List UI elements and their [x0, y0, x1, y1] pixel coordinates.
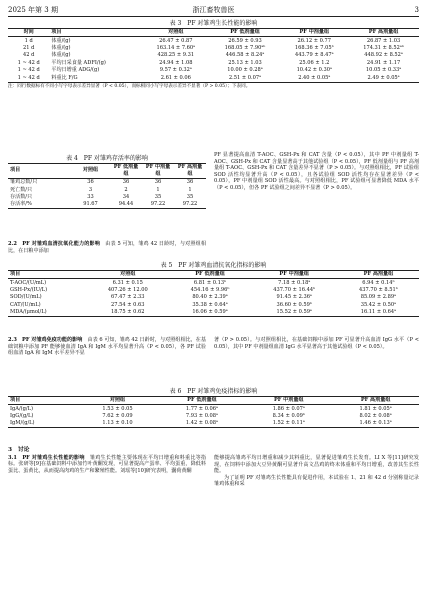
cell: CAT/(U/mL)	[10, 301, 41, 308]
col-header: PF 高剂量组	[360, 397, 391, 404]
table-row	[8, 67, 419, 74]
col-header: PF 高剂量组	[363, 271, 394, 278]
cell: 体重/(g)	[51, 44, 71, 51]
cell: 料重比 F/G	[51, 74, 78, 81]
cell: 91.67	[83, 201, 98, 208]
cell: 存活数/只	[10, 193, 33, 200]
section-2-3-paragraph	[8, 337, 206, 357]
cell: 35	[154, 193, 162, 200]
cell: 42 d	[23, 52, 35, 59]
cell: 26.59 ± 0.93	[228, 37, 262, 44]
cell: 1 ~ 42 d	[17, 74, 40, 81]
cell: 2.51 ± 0.07ᵃ	[228, 74, 262, 81]
cell: 1.53 ± 0.05	[102, 405, 133, 412]
cell: 36	[87, 179, 94, 186]
col-header: 项目	[10, 167, 21, 174]
table-row	[8, 413, 419, 420]
cell: 36	[122, 179, 130, 186]
cell: 10.00 ± 0.28ᵃ	[227, 67, 263, 74]
table-row	[8, 201, 206, 209]
col-header: PF 中剂量组	[279, 271, 309, 278]
cell: 446.58 ± 8.24ᵃ	[225, 52, 265, 59]
cell: 7.18 ± 0.18ᵃ	[278, 279, 311, 286]
header-rule	[8, 16, 419, 17]
col-header: 时间	[23, 29, 34, 36]
section-2-2-body: 由表 5 可知，雏鸡 42 日龄时，与对照组相比，在日粮中添加	[8, 241, 206, 254]
table-row	[8, 37, 419, 45]
cell: 437.70 ± 16.44ᵇ	[273, 286, 316, 293]
table-4-caption: 表 4 PF 对雏鸡存活率的影响	[66, 155, 148, 162]
right-text-middle	[214, 337, 419, 350]
cell: 平均日增重 ADG/(g)	[51, 67, 100, 74]
cell: 33	[87, 193, 94, 200]
cell: 448.92 ± 8.52ᵃ	[364, 52, 403, 59]
section-3	[8, 447, 206, 474]
cell: 97.22	[182, 201, 198, 208]
cell: 26.87 ± 1.03	[366, 37, 401, 44]
cell: 26.12 ± 0.77	[297, 37, 331, 44]
cell: 9.57 ± 0.32ᵃ	[159, 67, 192, 74]
cell: 2.40 ± 0.05ᵃ	[298, 74, 331, 81]
cell: 168.36 ± 7.05ᵇ	[294, 44, 334, 51]
table-6-header	[8, 396, 419, 404]
cell: 437.70 ± 8.51ᵇ	[359, 286, 398, 293]
cell: 1.77 ± 0.06ᵃ	[185, 405, 218, 412]
cell: 35	[186, 193, 194, 200]
cell: 35.42 ± 0.50ᵃ	[360, 301, 397, 308]
results-paragraph: PF 显著提高血清 T-AOC、GSH-Px 和 CAT 含量（P < 0.05），其中 PF 中剂量组 T-AOC、GSH-Px 和 CAT 含量显著高于其他试验组（P < 0.05），PF 低剂量组与 PF 高剂量组 T-AOC、GSH-Px 和 CAT 含量差异不显著（P > 0.05）。与对照组相比，PF 试验组 SOD 活性均显著升高（P < 0.05），且各试验组 SOD 活性均存在显著差异（P < 0.05），PF 中剂量组 SOD 活性最高。与对照组相比，PF 试验组可显著降低 MDA 水平（P < 0.05），但各 PF 试验组之间差异不显著（P > 0.05）。	[214, 152, 419, 192]
cell: 7.93 ± 0.08ᵃ	[185, 412, 218, 419]
col-header: 项目	[10, 397, 21, 404]
cell: 体重/(g)	[51, 37, 71, 44]
table-row	[8, 301, 419, 308]
cell: 21 d	[23, 44, 35, 51]
table-3	[8, 28, 419, 83]
cell: SOD/(U/mL)	[10, 294, 42, 301]
journal-title: 浙江畜牧兽医	[192, 6, 235, 14]
col-header: PF 中剂量组	[145, 164, 171, 177]
table-4-block	[8, 155, 206, 209]
cell: 35.38 ± 0.64ᵃ	[192, 301, 228, 308]
cell: 36.60 ± 0.59ᵇ	[276, 301, 312, 308]
table-row	[8, 59, 419, 66]
section-3-1-body: 雏鸡生长性能主要体现在平均日增重和料重比等指标。张研等[9]在基础饲料中添加竹叶黄酮发现，可显著提高产蛋率、平均蛋重，降低料蛋比、蛋黄比，从而提高肉鸡的生产和繁殖性能。刘瑶等[10]研究表明，囊荷黄酮	[8, 454, 206, 474]
cell: IgA/(g/L)	[10, 405, 34, 412]
col-header: 对照组	[168, 29, 184, 36]
cell: 174.31 ± 8.52ᵃᵇ	[363, 44, 404, 51]
immune-paragraph: 著（P > 0.05）。与对照组相比，在基础饲粮中添加 PF 可显著升高血清 IgG 水平（P < 0.05），其中 PF 中剂量组血清 IgG 水平显著高于其他试验组（P < 0.05）。	[214, 337, 419, 350]
cell: 85.09 ± 2.89ᵃ	[360, 294, 397, 301]
cell: 平均日采食量 ADFI/(g)	[51, 59, 106, 66]
col-header: PF 高剂量组	[368, 29, 399, 36]
table-5-caption: 表 5 PF 对雏鸡血清抗氧化指标的影响	[160, 262, 267, 269]
table-row	[8, 279, 419, 287]
cell: GSH-Px/(IU/L)	[10, 286, 48, 293]
cell: 407.26 ± 12.00	[107, 286, 148, 293]
right-text-top	[214, 152, 419, 192]
table-row	[8, 405, 419, 413]
cell: 454.16 ± 9.96ᵇ	[190, 286, 230, 293]
cell: 163.14 ± 7.60ᵃ	[156, 44, 196, 51]
col-header: 对照组	[82, 167, 99, 174]
cell: 94.44	[118, 201, 134, 208]
col-header: 对照组	[120, 271, 136, 278]
cell: IgG/(g/L)	[10, 412, 34, 419]
cell: 36	[186, 179, 194, 186]
section-2-3-heading: 2.3 PF 对雏鸡免疫功能的影响	[8, 337, 83, 343]
cell: 1 ~ 42 d	[17, 59, 40, 66]
col-header: 项目	[10, 271, 21, 278]
journal-issue: 2025 年第 3 期	[8, 6, 58, 14]
cell: 97.22	[150, 201, 166, 208]
table-6-block	[8, 388, 419, 428]
cell: IgM/(g/L)	[10, 420, 35, 427]
section-3-title: 3 讨论	[8, 447, 30, 453]
section-2-2	[8, 241, 206, 254]
cell: 443.79 ± 8.47ᵃ	[294, 52, 334, 59]
cell: MDA/(μmol/L)	[10, 309, 47, 316]
cell: 24.91 ± 1.17	[366, 59, 401, 66]
col-header: PF 中剂量组	[273, 397, 304, 404]
cell: 1.81 ± 0.05ᵃ	[359, 405, 392, 412]
cell: 26.47 ± 0.87	[159, 37, 193, 44]
cell: 24.94 ± 1.08	[159, 59, 193, 66]
section-3-1-paragraph	[8, 455, 206, 475]
cell: 6.94 ± 0.14ᵇ	[362, 279, 395, 286]
cell: 1 ~ 42 d	[17, 67, 40, 74]
table-3-block	[8, 20, 419, 90]
table-row	[8, 45, 419, 52]
table-4	[8, 163, 206, 210]
cell: 15.52 ± 0.59ᵃ	[276, 309, 312, 316]
table-row	[8, 287, 419, 294]
cell: T-AOC/(U/mL)	[10, 279, 47, 286]
cell: 2.61 ± 0.06	[160, 74, 191, 81]
cell: 25.06 ± 1.2	[299, 59, 330, 66]
cell: 34	[122, 193, 130, 200]
table-5-block	[8, 262, 419, 317]
section-2-3	[8, 337, 206, 357]
table-6	[8, 396, 419, 429]
table-4-header	[8, 163, 206, 178]
table-row	[8, 420, 419, 428]
table-row	[8, 74, 419, 82]
cell: 1.86 ± 0.07ᵃ	[272, 405, 305, 412]
table-row	[8, 294, 419, 301]
col-header: PF 中剂量组	[299, 29, 330, 36]
cell: 16.11 ± 0.64ᵃ	[360, 309, 397, 316]
table-row	[8, 186, 206, 193]
col-header: PF 低剂量组	[230, 29, 260, 36]
cell: 428.25 ± 9.31	[157, 52, 195, 59]
cell: 27.54 ± 0.63	[111, 301, 145, 308]
cell: 雏鸡总数/只	[10, 179, 38, 186]
cell: 10.42 ± 0.30ᵃ	[296, 67, 332, 74]
cell: 存活率/%	[10, 201, 32, 208]
col-header: 项目	[51, 29, 62, 36]
cell: 1.46 ± 0.13ᵃ	[359, 420, 392, 427]
cell: 18.75 ± 0.62	[111, 309, 145, 316]
section-2-3-body: 由表 6 可知，雏鸡 42 日龄时，与对照组相比，在基础饲粮中添加 PF 能够使血清 IgA 和 IgM 水平均显著升高（P < 0.05），各 PF 试验组血清 IgA 和 IgM 水平差异不显	[8, 337, 206, 357]
cell: 3	[88, 186, 93, 193]
cell: 80.40 ± 2.39ᵃ	[192, 294, 228, 301]
table-row	[8, 194, 206, 201]
table-6-caption: 表 6 PF 对雏鸡免疫指标的影响	[169, 388, 258, 395]
col-header: PF 低剂量组	[187, 397, 217, 404]
section-2-2-paragraph	[8, 241, 206, 254]
cell: 1 d	[24, 37, 33, 44]
page-number: 3	[414, 6, 419, 14]
cell: 1.42 ± 0.08ᵃ	[185, 420, 218, 427]
section-2-2-heading: 2.2 PF 对雏鸡血清抗氧化能力的影响	[8, 241, 100, 247]
table-3-header	[8, 28, 419, 36]
cell: 8.34 ± 0.09ᵇ	[272, 412, 305, 419]
cell: 8.02 ± 0.08ᵃ	[359, 412, 392, 419]
cell: 1	[156, 186, 160, 193]
table-row	[8, 52, 419, 59]
cell: 36	[154, 179, 162, 186]
cell: 1	[188, 186, 192, 193]
table-5	[8, 270, 419, 317]
cell: 25.13 ± 1.03	[228, 59, 262, 66]
cell: 67.47 ± 2.33	[111, 294, 145, 301]
cell: 1.52 ± 0.11ᵃ	[272, 420, 305, 427]
discussion-paragraph-1: 能够提高雏鸡平均日增重和减少其料重比，显著促进雏鸡生长发育。LI X 等[11]研究发现，在饲料中添加大豆异黄酮可显著升高文昌鸡的终末体重和平均日增重，改善其生长性能。	[214, 455, 419, 475]
table-row	[8, 309, 419, 317]
cell: 168.05 ± 7.90ᵃᵇ	[224, 44, 266, 51]
cell: 16.06 ± 0.59ᵃ	[192, 309, 228, 316]
table-3-note: 注：同行数据标有不同小写字母表示差异显著（P < 0.05），而标相同小写字母表示差异不显著（P > 0.05）；下表同。	[8, 83, 251, 89]
cell: 7.62 ± 0.09	[102, 412, 133, 419]
cell: 2	[124, 186, 128, 193]
right-text-bottom	[214, 455, 419, 488]
cell: 2.49 ± 0.05ᵃ	[367, 74, 400, 81]
discussion-paragraph-2: 为了证明 PF 对雏鸡生长性能具有促进作用，本试验在 1、21 和 42 d 分别称量记录雏鸡体重和采	[214, 474, 419, 488]
table-row	[8, 178, 206, 186]
col-header: PF 低剂量组	[113, 164, 139, 177]
cell: 体重/(g)	[51, 52, 71, 59]
cell: 6.81 ± 0.13ᵇ	[193, 279, 227, 286]
cell: 1.13 ± 0.10	[102, 420, 133, 427]
cell: 10.05 ± 0.33ᵃ	[365, 67, 402, 74]
cell: 6.31 ± 0.15	[112, 279, 143, 286]
col-header: PF 高剂量组	[177, 164, 203, 177]
section-3-1-heading: 3.1 PF 对雏鸡生长性能的影响	[8, 454, 85, 461]
table-3-caption: 表 3 PF 对雏鸡生长性能的影响	[169, 20, 258, 27]
cell: 91.45 ± 2.36ᵃ	[276, 294, 312, 301]
col-header: PF 低剂量组	[195, 271, 225, 278]
col-header: 对照组	[109, 397, 126, 404]
cell: 死亡数/只	[10, 186, 33, 193]
table-5-header	[8, 270, 419, 278]
